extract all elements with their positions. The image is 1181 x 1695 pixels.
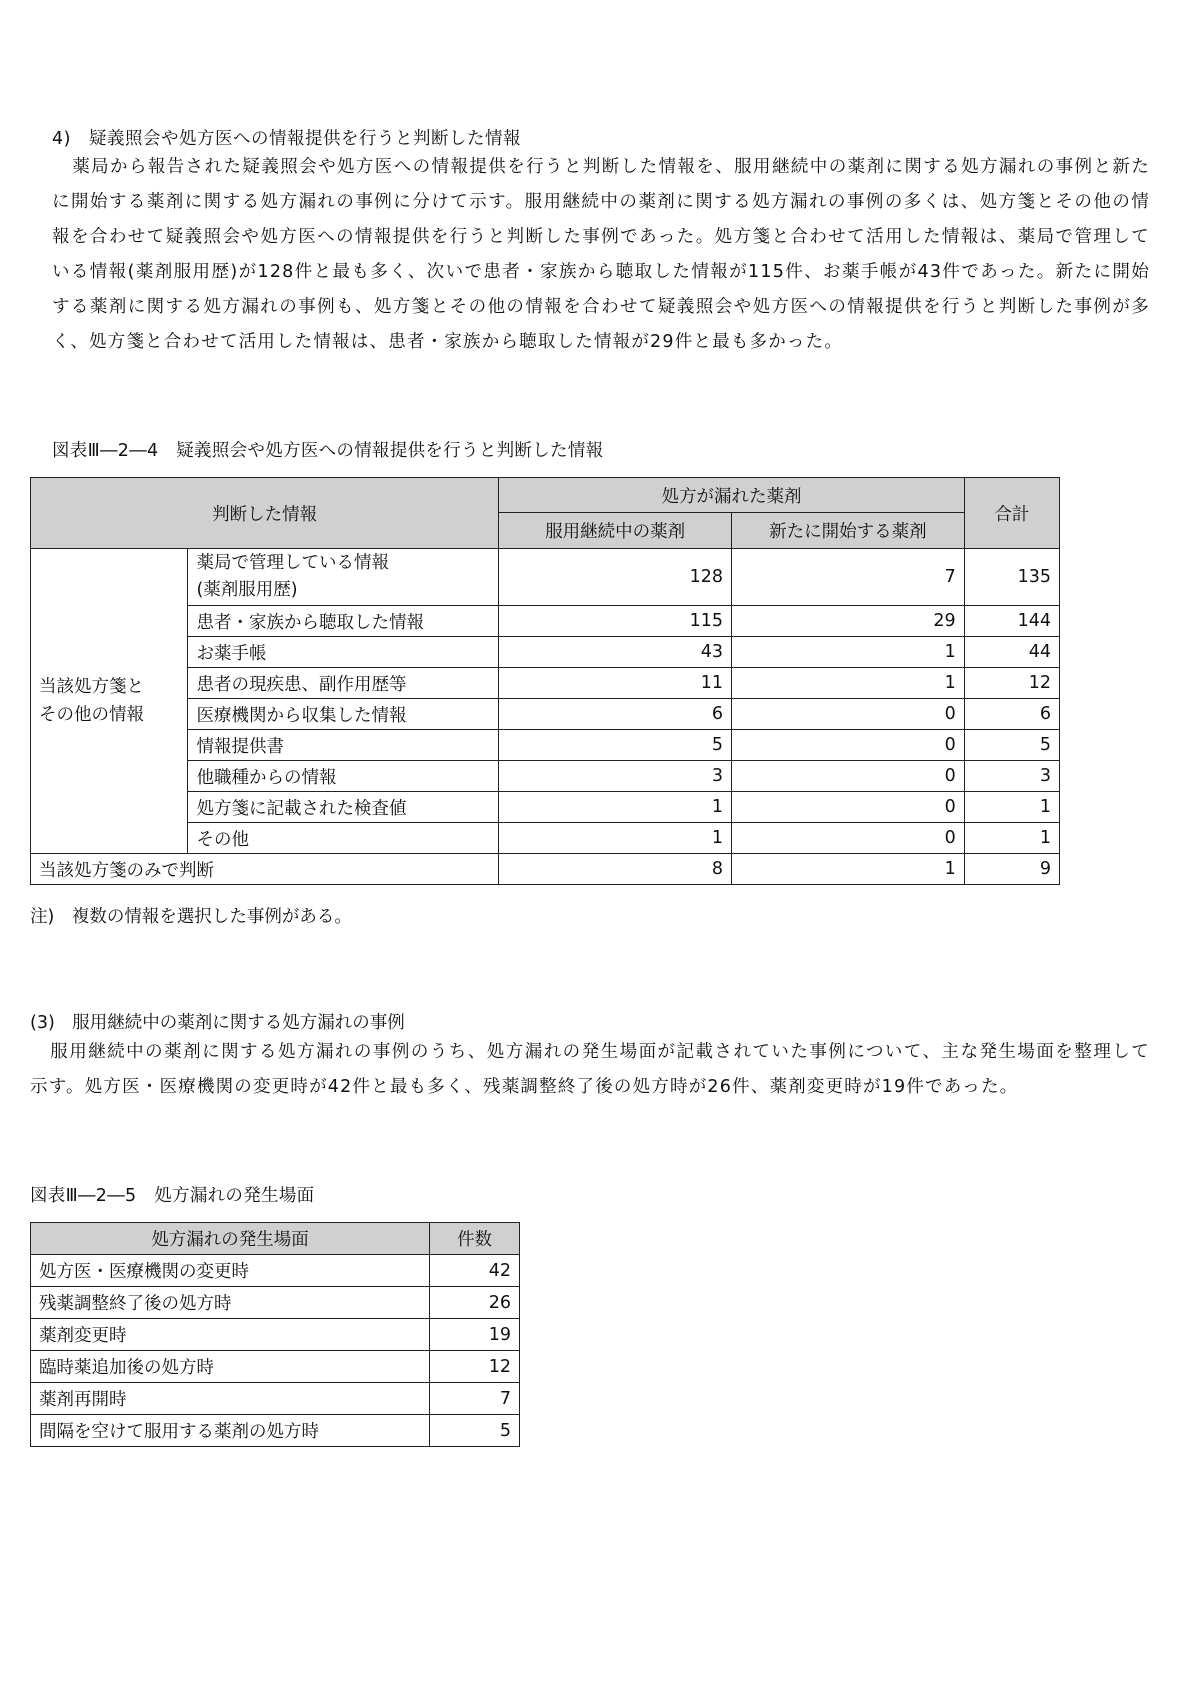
cell-continuing: 5: [499, 730, 732, 761]
table-row: [31, 1415, 520, 1447]
cell-new: 0: [732, 761, 965, 792]
cell-total: 3: [964, 761, 1059, 792]
table-row: [31, 1287, 520, 1319]
cell-scene: 間隔を空けて服用する薬剤の処方時: [31, 1415, 430, 1447]
header-continuing: 服用継続中の薬剤: [499, 513, 732, 549]
cell-count: 42: [430, 1255, 520, 1287]
section-heading-4: 4) 疑義照会や処方医への情報提供を行うと判断した情報: [52, 129, 521, 149]
group-label: 当該処方箋と その他の情報: [31, 549, 188, 854]
section-4-paragraph-text: 薬局から報告された疑義照会や処方医への情報提供を行うと判断した情報を、服用継続中の薬剤に関する処方漏れの事例と新たに開始する薬剤に関する処方漏れの事例に分けて示す。服用継続中の薬剤に関する処方漏れの事例の多くは、処方箋とその他の情報を合わせて疑義照会や処方医への情報提供を行うと判断した事例であった。処方箋と合わせて活用した情報は、薬局で管理している情報(薬剤服用歴)が128件と最も多く、次いで患者・家族から聴取した情報が115件、お薬手帳が43件であった。新たに開始する薬剤に関する処方漏れの事例も、処方箋とその他の情報を合わせて疑義照会や処方医への情報提供を行うと判断した事例が多く、処方箋と合わせて活用した情報は、患者・家族から聴取した情報が29件と最も多かった。: [52, 157, 1150, 352]
cell-total: 5: [964, 730, 1059, 761]
cell-new: 0: [732, 792, 965, 823]
cell-new: 0: [732, 730, 965, 761]
cell-count: 7: [430, 1383, 520, 1415]
cell-count: 26: [430, 1287, 520, 1319]
cell-continuing: 115: [499, 606, 732, 637]
omission-scene-table: [30, 1222, 520, 1447]
cell-total: 135: [964, 549, 1059, 606]
row-label: 医療機関から収集した情報: [188, 699, 499, 730]
table-2-caption: 図表Ⅲ―2―5 処方漏れの発生場面: [30, 1186, 315, 1206]
cell-new: 0: [732, 699, 965, 730]
cell-count: 12: [430, 1351, 520, 1383]
cell-continuing: 6: [499, 699, 732, 730]
row-label: その他: [188, 823, 499, 854]
cell-scene: 処方医・医療機関の変更時: [31, 1255, 430, 1287]
cell-new: 1: [732, 668, 965, 699]
row-label: 他職種からの情報: [188, 761, 499, 792]
cell-total: 1: [964, 792, 1059, 823]
section-heading-3: (3) 服用継続中の薬剤に関する処方漏れの事例: [30, 1013, 405, 1033]
row-label: 患者の現疾患、副作用歴等: [188, 668, 499, 699]
cell-count: 19: [430, 1319, 520, 1351]
table-row: [31, 1319, 520, 1351]
cell-total: 9: [964, 854, 1059, 885]
section-4-paragraph: [52, 150, 1150, 360]
row-label: 当該処方箋のみで判断: [31, 854, 499, 885]
cell-continuing: 1: [499, 823, 732, 854]
table-row: [31, 1383, 520, 1415]
cell-continuing: 11: [499, 668, 732, 699]
row-label: 薬局で管理している情報 (薬剤服用歴): [188, 549, 499, 606]
table-1-note: 注) 複数の情報を選択した事例がある。: [30, 907, 352, 927]
header-info: 判断した情報: [31, 478, 499, 549]
section-3-paragraph: [30, 1035, 1150, 1105]
header-new: 新たに開始する薬剤: [732, 513, 965, 549]
header-group: 処方が漏れた薬剤: [499, 478, 964, 513]
header-scene: 処方漏れの発生場面: [31, 1223, 430, 1255]
cell-scene: 薬剤変更時: [31, 1319, 430, 1351]
cell-new: 1: [732, 637, 965, 668]
row-label: 患者・家族から聴取した情報: [188, 606, 499, 637]
table-row-prescription-only: [31, 854, 1060, 885]
cell-new: 1: [732, 854, 965, 885]
cell-continuing: 43: [499, 637, 732, 668]
table-row: [31, 1351, 520, 1383]
cell-total: 6: [964, 699, 1059, 730]
table-1-caption: 図表Ⅲ―2―4 疑義照会や処方医への情報提供を行うと判断した情報: [52, 441, 604, 461]
cell-continuing: 3: [499, 761, 732, 792]
table-row: [31, 549, 1060, 606]
cell-total: 12: [964, 668, 1059, 699]
cell-scene: 残薬調整終了後の処方時: [31, 1287, 430, 1319]
cell-new: 29: [732, 606, 965, 637]
row-label: 処方箋に記載された検査値: [188, 792, 499, 823]
cell-new: 0: [732, 823, 965, 854]
cell-total: 144: [964, 606, 1059, 637]
cell-new: 7: [732, 549, 965, 606]
cell-count: 5: [430, 1415, 520, 1447]
row-label: お薬手帳: [188, 637, 499, 668]
cell-continuing: 128: [499, 549, 732, 606]
judgment-info-table: [30, 477, 1060, 885]
section-3-paragraph-text: 服用継続中の薬剤に関する処方漏れの事例のうち、処方漏れの発生場面が記載されていた事例について、主な発生場面を整理して示す。処方医・医療機関の変更時が42件と最も多く、残薬調整終了後の処方時が26件、薬剤変更時が19件であった。: [30, 1042, 1150, 1097]
header-count: 件数: [430, 1223, 520, 1255]
table-row: [31, 1255, 520, 1287]
cell-scene: 臨時薬追加後の処方時: [31, 1351, 430, 1383]
header-total: 合計: [964, 478, 1059, 549]
cell-continuing: 1: [499, 792, 732, 823]
cell-scene: 薬剤再開時: [31, 1383, 430, 1415]
row-label: 情報提供書: [188, 730, 499, 761]
cell-total: 44: [964, 637, 1059, 668]
cell-total: 1: [964, 823, 1059, 854]
cell-continuing: 8: [499, 854, 732, 885]
